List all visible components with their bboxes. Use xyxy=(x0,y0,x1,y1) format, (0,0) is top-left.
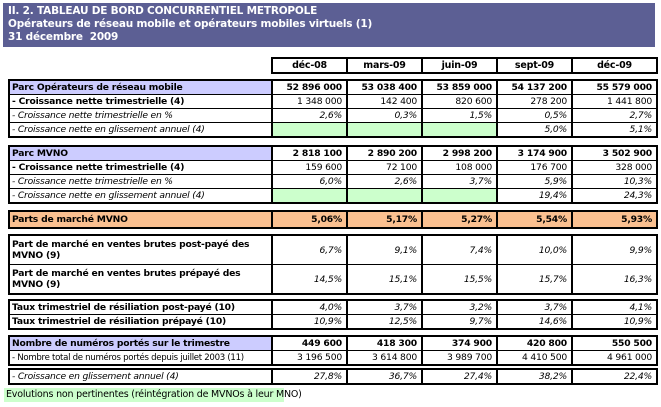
data-cell: 1 441 800 xyxy=(571,95,656,108)
row-label: - Croissance nette en glissement annuel (4) xyxy=(12,190,205,201)
data-cell: 15,1% xyxy=(346,265,421,293)
row-label: - Croissance nette trimestrielle en % xyxy=(12,176,173,187)
data-cell: 5,54% xyxy=(496,212,571,227)
data-cell xyxy=(421,189,496,202)
data-cell: 278 200 xyxy=(496,95,571,108)
table-row xyxy=(10,188,656,202)
row-label: - Croissance nette en glissement annuel (4) xyxy=(12,124,205,135)
data-cell: 19,4% xyxy=(496,189,571,202)
footnote-highlight: Evolutions non pertinentes (réintégration de MVNOs à leur M xyxy=(6,389,284,400)
data-cell: 4,1% xyxy=(571,301,656,314)
data-cell: 3,2% xyxy=(421,301,496,314)
data-cell: 36,7% xyxy=(346,370,421,383)
data-cell: 820 600 xyxy=(421,95,496,108)
data-cell: 5,0% xyxy=(496,123,571,136)
data-cell: 15,5% xyxy=(421,265,496,293)
data-cell: 27,4% xyxy=(421,370,496,383)
data-cell: 2 890 200 xyxy=(346,147,421,160)
data-cell: 55 579 000 xyxy=(571,81,656,94)
table-row xyxy=(10,301,656,314)
column-header-sept-09: sept-09 xyxy=(496,59,571,72)
section-croissance-numeros-portes xyxy=(8,368,658,385)
data-cell: 9,1% xyxy=(346,236,421,264)
table-row xyxy=(10,236,656,264)
data-cell xyxy=(346,123,421,136)
column-header-juin-09: juin-09 xyxy=(421,59,496,72)
section-parc-operateurs-mobile xyxy=(8,79,658,138)
data-cell: 2,6% xyxy=(271,109,346,122)
data-cell: 2,6% xyxy=(346,175,421,188)
report-banner xyxy=(3,3,655,47)
data-cell xyxy=(421,123,496,136)
dashboard-table xyxy=(8,57,658,385)
data-cell: 4 410 500 xyxy=(496,351,571,364)
data-cell xyxy=(346,189,421,202)
table-row xyxy=(10,108,656,122)
data-cell: 53 859 000 xyxy=(421,81,496,94)
data-cell: 27,8% xyxy=(271,370,346,383)
table-row xyxy=(10,264,656,293)
period-header-row xyxy=(271,57,658,74)
data-cell: 53 038 400 xyxy=(346,81,421,94)
data-cell: 3 614 800 xyxy=(346,351,421,364)
data-cell: 15,7% xyxy=(496,265,571,293)
row-label: - Croissance nette trimestrielle (4) xyxy=(12,96,185,107)
data-cell: 4 961 000 xyxy=(571,351,656,364)
data-cell: 0,3% xyxy=(346,109,421,122)
data-cell: 5,9% xyxy=(496,175,571,188)
data-cell xyxy=(271,123,346,136)
data-cell: 3,7% xyxy=(421,175,496,188)
data-cell: 3,7% xyxy=(496,301,571,314)
data-cell: 10,3% xyxy=(571,175,656,188)
data-cell: 6,0% xyxy=(271,175,346,188)
data-cell: 449 600 xyxy=(271,337,346,350)
data-cell: 159 600 xyxy=(271,161,346,174)
data-cell: 2,7% xyxy=(571,109,656,122)
table-row xyxy=(10,81,656,94)
data-cell: 5,93% xyxy=(571,212,656,227)
banner-title: II. 2. TABLEAU DE BORD CONCURRENTIEL METROPOLE xyxy=(8,5,318,17)
row-label: Taux trimestriel de résiliation prépayé (10) xyxy=(12,316,227,327)
data-cell: 54 137 200 xyxy=(496,81,571,94)
section-parts-ventes-brutes xyxy=(8,234,658,295)
data-cell: 176 700 xyxy=(496,161,571,174)
section-numeros-portes xyxy=(8,335,658,366)
data-cell: 1,5% xyxy=(421,109,496,122)
table-row xyxy=(10,160,656,174)
data-cell: 16,3% xyxy=(571,265,656,293)
data-cell: 418 300 xyxy=(346,337,421,350)
data-cell: 10,9% xyxy=(271,315,346,328)
data-cell: 7,4% xyxy=(421,236,496,264)
row-label: Parts de marché MVNO xyxy=(10,212,271,227)
data-cell: 14,5% xyxy=(271,265,346,293)
table-row xyxy=(10,370,656,383)
data-cell: 6,7% xyxy=(271,236,346,264)
table-row xyxy=(10,350,656,364)
row-label: - Croissance en glissement annuel (4) xyxy=(12,371,179,382)
data-cell: 5,17% xyxy=(346,212,421,227)
footnote xyxy=(4,389,304,400)
data-cell: 9,7% xyxy=(421,315,496,328)
data-cell: 22,4% xyxy=(571,370,656,383)
table-row xyxy=(10,94,656,108)
data-cell: 328 000 xyxy=(571,161,656,174)
section-taux-resiliation xyxy=(8,299,658,330)
data-cell: 52 896 000 xyxy=(271,81,346,94)
data-cell: 3 196 500 xyxy=(271,351,346,364)
column-header-dec-09: déc-09 xyxy=(571,59,656,72)
row-label: - Croissance nette trimestrielle en % xyxy=(12,110,173,121)
data-cell: 3 502 900 xyxy=(571,147,656,160)
data-cell: 3 174 900 xyxy=(496,147,571,160)
data-cell: 14,6% xyxy=(496,315,571,328)
row-label: Parc MVNO xyxy=(10,147,271,160)
table-row xyxy=(10,314,656,328)
data-cell: 5,1% xyxy=(571,123,656,136)
data-cell: 420 800 xyxy=(496,337,571,350)
data-cell: 142 400 xyxy=(346,95,421,108)
data-cell: 2 998 200 xyxy=(421,147,496,160)
row-label: - Nombre total de numéros portés depuis juillet 2003 (11) xyxy=(12,352,244,363)
data-cell: 108 000 xyxy=(421,161,496,174)
section-parts-marche-mvno xyxy=(8,210,658,229)
banner-date: 31 décembre 2009 xyxy=(8,31,119,43)
section-parc-mvno xyxy=(8,145,658,204)
data-cell xyxy=(271,189,346,202)
data-cell: 3 989 700 xyxy=(421,351,496,364)
table-row xyxy=(10,147,656,160)
column-header-dec-08: déc-08 xyxy=(292,60,327,71)
table-row xyxy=(10,122,656,136)
banner-subtitle: Opérateurs de réseau mobile et opérateurs mobiles virtuels (1) xyxy=(8,18,373,30)
row-label: - Croissance nette trimestrielle (4) xyxy=(12,162,185,173)
data-cell: 9,9% xyxy=(571,236,656,264)
data-cell: 1 348 000 xyxy=(271,95,346,108)
row-label: Part de marché en ventes brutes prépayé des MVNO (9) xyxy=(12,268,241,290)
row-label: Parc Opérateurs de réseau mobile xyxy=(10,81,271,94)
table-sections xyxy=(8,79,658,385)
table-row xyxy=(10,337,656,350)
data-cell: 374 900 xyxy=(421,337,496,350)
data-cell: 12,5% xyxy=(346,315,421,328)
data-cell: 4,0% xyxy=(271,301,346,314)
data-cell: 38,2% xyxy=(496,370,571,383)
table-row xyxy=(10,212,656,227)
table-row xyxy=(10,174,656,188)
footnote-rest: NO) xyxy=(283,389,302,400)
row-label: Nombre de numéros portés sur le trimestre xyxy=(10,337,271,350)
data-cell: 24,3% xyxy=(571,189,656,202)
data-cell: 0,5% xyxy=(496,109,571,122)
data-cell: 5,06% xyxy=(271,212,346,227)
data-cell: 10,9% xyxy=(571,315,656,328)
data-cell: 72 100 xyxy=(346,161,421,174)
row-label: Taux trimestriel de résiliation post-payé (10) xyxy=(12,302,235,313)
data-cell: 2 818 100 xyxy=(271,147,346,160)
data-cell: 550 500 xyxy=(571,337,656,350)
row-label: Part de marché en ventes brutes post-payé des MVNO (9) xyxy=(12,239,250,261)
column-header-mars-09: mars-09 xyxy=(346,59,421,72)
data-cell: 10,0% xyxy=(496,236,571,264)
data-cell: 3,7% xyxy=(346,301,421,314)
data-cell: 5,27% xyxy=(421,212,496,227)
